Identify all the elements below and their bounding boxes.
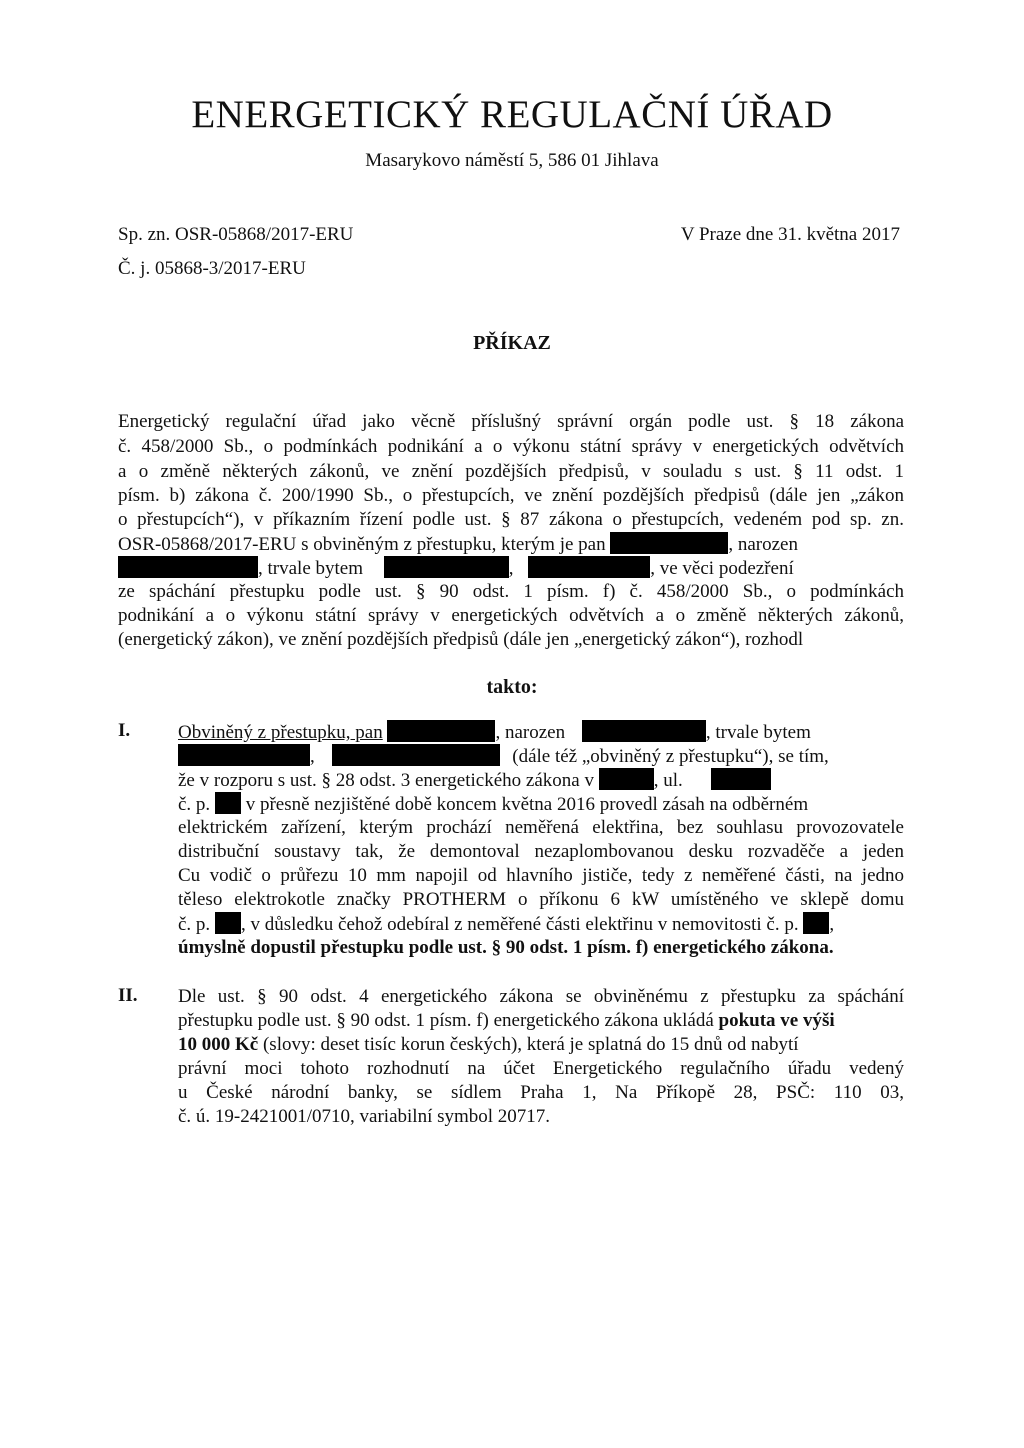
redaction-block bbox=[582, 720, 706, 742]
redaction-block bbox=[711, 768, 771, 790]
section-text: (slovy: deset tisíc korun českých), která je splatná do 15 dnů od nabytí bbox=[262, 1034, 799, 1055]
intro-line: (energetický zákon), ve znění pozdějších předpisů (dále jen „energetický zákon“), rozhodl bbox=[118, 629, 804, 650]
section-line: Dle ust. § 90 odst. 4 energetického zákona se obviněnému z přestupku za spáchání bbox=[178, 986, 904, 1007]
section-line bbox=[178, 1009, 904, 1033]
section-line: těleso elektrokotle značky PROTHERM o příkonu 6 kW umístěného ve sklepě domu bbox=[178, 889, 904, 910]
fine-label: pokuta ve výši bbox=[718, 1010, 835, 1031]
redaction-block bbox=[215, 912, 241, 934]
intro-line: podnikání a o výkonu státní správy v energetických odvětvích a o změně některých zákonů, bbox=[118, 605, 904, 626]
section-line: úmyslně dopustil přestupku podle ust. § 90 odst. 1 písm. f) energetického zákona. bbox=[178, 937, 834, 958]
section-line bbox=[178, 792, 904, 817]
section-text: č. p. bbox=[178, 794, 211, 815]
authority-address: Masarykovo náměstí 5, 586 01 Jihlava bbox=[365, 150, 659, 171]
redaction-block bbox=[599, 768, 654, 790]
section-text: , bbox=[310, 746, 315, 767]
redaction-block bbox=[384, 556, 509, 578]
section-line: právní moci tohoto rozhodnutí na účet Energetického regulačního úřadu vedený bbox=[178, 1058, 904, 1079]
intro-line: a o změně některých zákonů, ve znění pozdějších předpisů, v souladu s ust. § 11 odst. 1 bbox=[118, 461, 904, 482]
intro-text: OSR-05868/2017-ERU s obviněným z přestupku, kterým je pan bbox=[118, 534, 606, 555]
intro-line: písm. b) zákona č. 200/1990 Sb., o přestupcích, ve znění pozdějších předpisů (dále jen „zákon bbox=[118, 485, 904, 506]
section-text: č. p. bbox=[178, 914, 211, 935]
section-line: u České národní banky, se sídlem Praha 1, Na Příkopě 28, PSČ: 110 03, bbox=[178, 1082, 904, 1103]
section-text: (dále též „obviněný z přestupku“), se tím, bbox=[512, 746, 829, 767]
section-line: distribuční soustavy tak, že demontoval nezaplombovanou desku rozvaděče a jeden bbox=[178, 841, 904, 862]
redaction-block bbox=[803, 912, 829, 934]
intro-text: , trvale bytem bbox=[258, 558, 363, 579]
section-text: že v rozporu s ust. § 28 odst. 3 energetického zákona v bbox=[178, 770, 594, 791]
document-number: Č. j. 05868-3/2017-ERU bbox=[118, 258, 306, 279]
intro-text: , bbox=[508, 558, 514, 579]
redaction-block bbox=[528, 556, 650, 578]
intro-line bbox=[118, 556, 904, 581]
section-line: č. ú. 19-2421001/0710, variabilní symbol 20717. bbox=[178, 1106, 551, 1127]
intro-line bbox=[118, 532, 904, 557]
section-text: , v důsledku čehož odebíral z neměřené části elektřinu v nemovitosti č. p. bbox=[240, 914, 799, 935]
redaction-block bbox=[387, 720, 495, 742]
document-heading: PŘÍKAZ bbox=[473, 332, 551, 354]
section-line bbox=[178, 1033, 904, 1057]
section-line bbox=[178, 768, 904, 793]
section-line: elektrickém zařízení, kterým prochází neměřená elektřina, bez souhlasu provozovatele bbox=[178, 817, 904, 838]
section-text: , trvale bytem bbox=[705, 722, 811, 743]
section-line bbox=[178, 744, 904, 769]
decision-word: takto: bbox=[486, 676, 538, 698]
section-text: , ul. bbox=[653, 770, 683, 791]
intro-line: o přestupcích“), v příkazním řízení podle ust. § 87 zákona o přestupcích, vedeném pod sp. zn. bbox=[118, 509, 904, 530]
section-text: v přesně nezjištěné době koncem května 2016 provedl zásah na odběrném bbox=[245, 794, 809, 815]
redaction-block bbox=[610, 532, 728, 554]
intro-line: č. 458/2000 Sb., o podmínkách podnikání a o výkonu státní správy v energetických odvětvích bbox=[118, 436, 904, 457]
section-line bbox=[178, 912, 904, 937]
intro-line: ze spáchání přestupku podle ust. § 90 odst. 1 písm. f) č. 458/2000 Sb., o podmínkách bbox=[118, 581, 904, 602]
redaction-block bbox=[178, 744, 310, 766]
redaction-block bbox=[215, 792, 241, 814]
section-text: Obviněný z přestupku, pan bbox=[178, 722, 383, 743]
redaction-block bbox=[332, 744, 500, 766]
section-text: přestupku podle ust. § 90 odst. 1 písm. f) energetického zákona ukládá bbox=[178, 1010, 714, 1031]
redaction-block bbox=[118, 556, 258, 578]
file-number: Sp. zn. OSR-05868/2017-ERU bbox=[118, 224, 354, 245]
authority-title: ENERGETICKÝ REGULAČNÍ ÚŘAD bbox=[191, 93, 833, 136]
section-text: , bbox=[829, 914, 835, 935]
section-numeral: II. bbox=[118, 985, 138, 1006]
section-text: , narozen bbox=[495, 722, 566, 743]
section-line: Cu vodič o průřezu 10 mm napojil od hlavního jističe, tedy z neměřené části, na jedno bbox=[178, 865, 904, 886]
section-line bbox=[178, 720, 904, 745]
intro-text: , ve věci podezření bbox=[650, 558, 794, 579]
document-date: V Praze dne 31. května 2017 bbox=[680, 224, 900, 245]
intro-text: , narozen bbox=[728, 534, 798, 555]
section-numeral: I. bbox=[118, 720, 131, 741]
fine-amount: 10 000 Kč bbox=[178, 1034, 259, 1055]
intro-line: Energetický regulační úřad jako věcně příslušný správní orgán podle ust. § 18 zákona bbox=[118, 411, 904, 432]
